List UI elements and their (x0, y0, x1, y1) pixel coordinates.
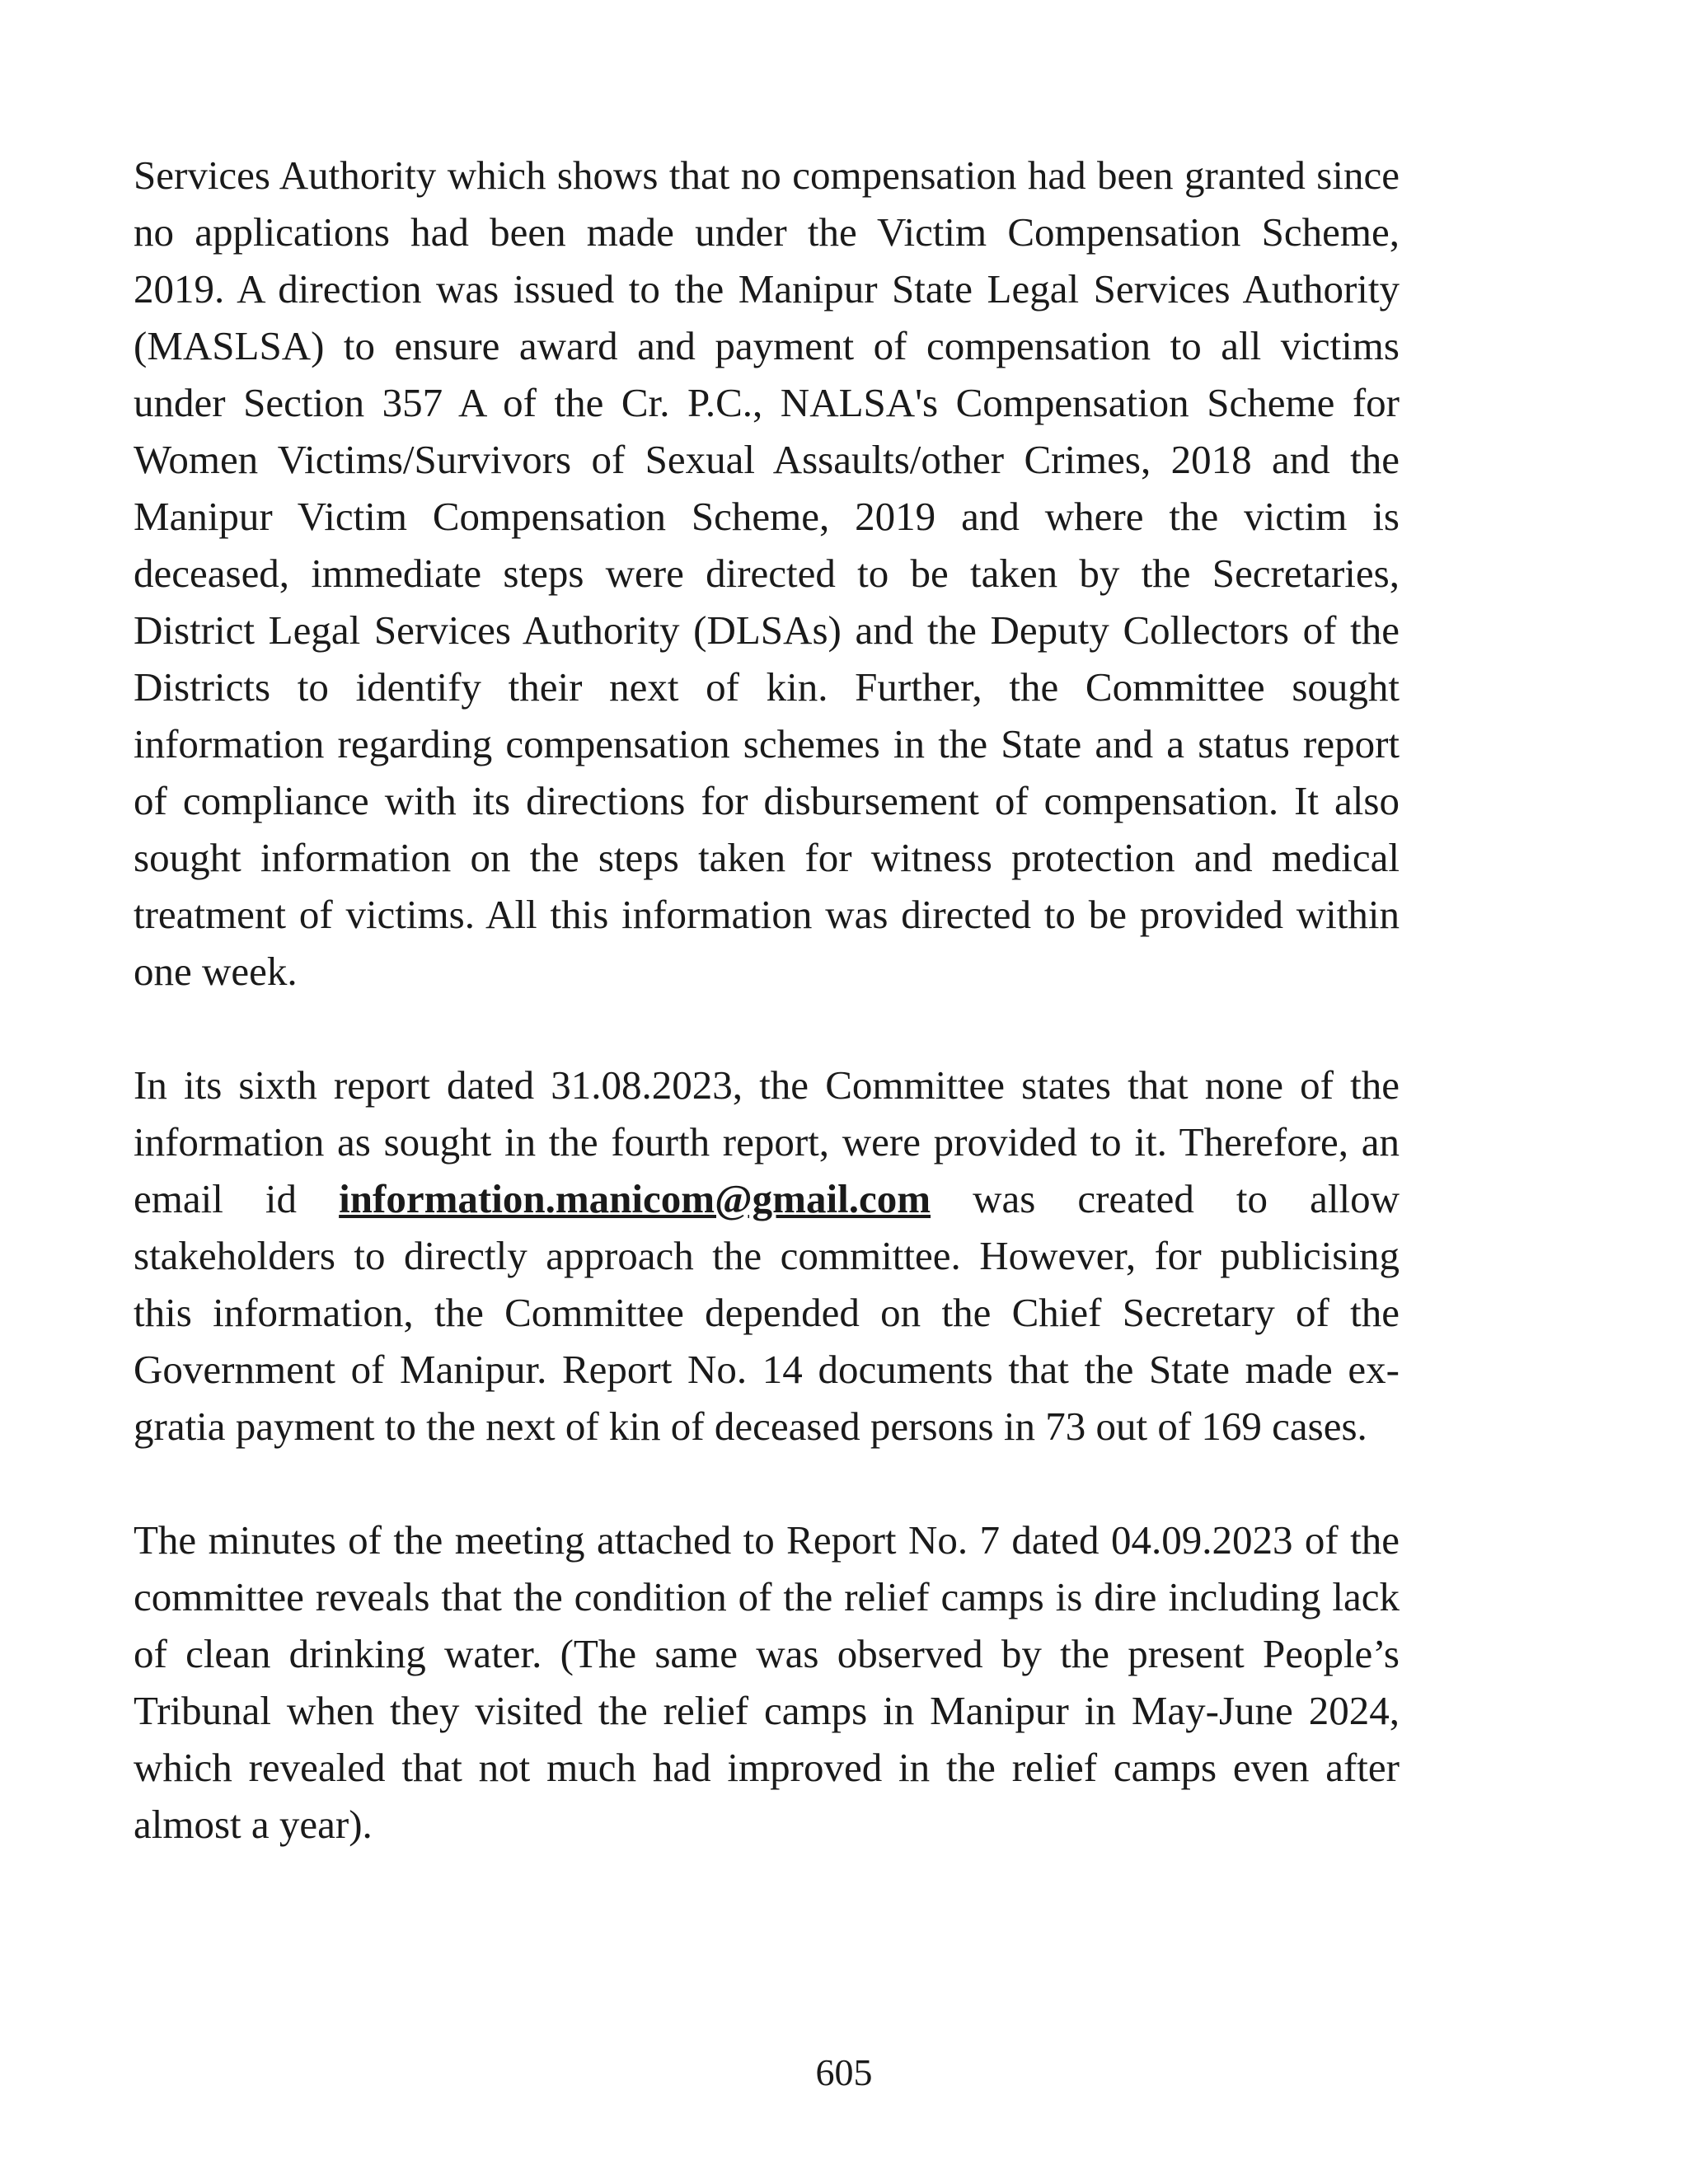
email-link[interactable]: information.manicom@gmail.com (339, 1176, 931, 1221)
paragraph-relief-camps: The minutes of the meeting attached to Report No. 7 dated 04.09.2023 of the committee reveals that the condition of the relief camps is dire including lack of clean drinking water. (The same was observed by the present People’s Tribunal when they visited the relief camps in Manipur in May-June 2024, which revealed that not much had improved in the relief camps even after almost a year). (134, 1517, 1400, 1847)
paragraph-sixth-report (134, 1057, 1400, 1455)
page-number: 605 (815, 2051, 873, 2093)
document-body (134, 147, 1400, 1853)
paragraph-compensation-directions: Services Authority which shows that no compensation had been granted since no applications had been made under the Victim Compensation Scheme, 2019. A direction was issued to the Manipur State Legal Services Authority (MASLSA) to ensure award and payment of compensation to all victims under Section 357 A of the Cr. P.C., NALSA's Compensation Scheme for Women Victims/Survivors of Sexual Assaults/other Crimes, 2018 and the Manipur Victim Compensation Scheme, 2019 and where the victim is deceased, immediate steps were directed to be taken by the Secretaries, District Legal Services Authority (DLSAs) and the Deputy Collectors of the Districts to identify their next of kin. Further, the Committee sought information regarding compensation schemes in the State and a status report of compliance with its directions for disbursement of compensation. It also sought information on the steps taken for witness protection and medical treatment of victims. All this information was directed to be provided within one week. (134, 152, 1400, 994)
paragraph-sixth-report-text-before: In its sixth report dated 31.08.2023, the Committee states that none of the information as sought in the fourth report, were provided to it. Therefore, an email id (134, 1062, 1400, 1221)
paragraph-sixth-report-text-after: was created to allow stakeholders to directly approach the committee. However, for publicising this information, the Committee depended on the Chief Secretary of the Government of Manipur. Report No. 14 documents that the State made ex-gratia payment to the next of kin of deceased persons in 73 out of 169 cases. (134, 1176, 1400, 1449)
